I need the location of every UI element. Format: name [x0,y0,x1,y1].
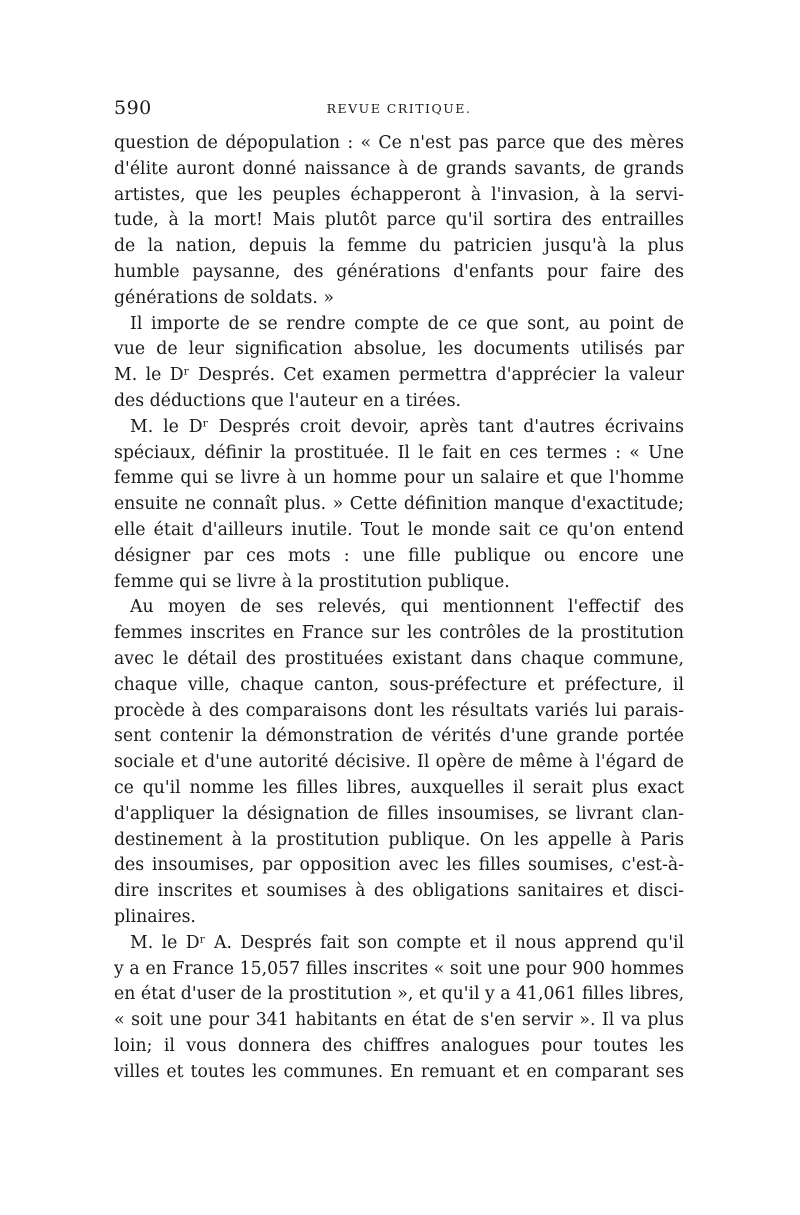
text-line: ensuite ne connaît plus. » Cette définition manque d'exactitude; [114,494,684,515]
text-line: générations de soldats. » [114,287,334,308]
text-line: elle était d'ailleurs inutile. Tout le monde sait ce qu'on entend [114,519,684,540]
text-line: sent contenir la démonstration de vérités d'une grande portée [114,726,684,747]
text-line: Au moyen de ses relevés, qui mentionnent l'effectif des [130,597,684,618]
text-line: M. le Dʳ Després. Cet examen permettra d'apprécier la valeur [114,365,684,386]
text-line: artistes, que les peuples échapperont à l'invasion, à la servi- [114,184,684,205]
text-line: femme qui se livre à la prostitution publique. [114,571,510,592]
text-line: désigner par ces mots : une fille publique ou encore une [114,545,684,566]
text-line: question de dépopulation : « Ce n'est pas parce que des mères [114,133,684,153]
text-line: destinement à la prostitution publique. On les appelle à Paris [114,829,684,850]
text-line: villes et toutes les communes. En remuant et en comparant ses [114,1061,684,1082]
text-line: d'élite auront donné naissance à de grands savants, de grands [114,158,684,179]
text-line: humble paysanne, des générations d'enfants pour faire des [114,261,684,282]
text-line: loin; il vous donnera des chiffres analogues pour toutes les [114,1035,684,1056]
page-number: 590 [114,97,152,119]
text-line: chaque ville, chaque canton, sous-préfecture et préfecture, il [114,674,684,695]
text-line: spéciaux, définir la prostituée. Il le fait en ces termes : « Une [114,442,684,463]
text-line: sociale et d'une autorité décisive. Il opère de même à l'égard de [114,752,684,773]
text-line: ce qu'il nomme les filles libres, auxquelles il serait plus exact [114,777,684,798]
text-line: avec le détail des prostituées existant dans chaque commune, [114,648,684,669]
text-line: procède à des comparaisons dont les résultats variés lui parais- [114,700,684,721]
text-body [114,131,684,1085]
running-head: REVUE CRITIQUE. [326,101,472,116]
text-line: des insoumises, par opposition avec les filles soumises, c'est-à- [114,855,684,876]
text-line: femme qui se livre à un homme pour un salaire et que l'homme [114,468,684,489]
text-line: des déductions que l'auteur en a tirées. [114,390,462,411]
text-line: « soit une pour 341 habitants en état de s'en servir ». Il va plus [114,1010,684,1031]
text-line: de la nation, depuis la femme du patricien jusqu'à la plus [114,236,684,257]
text-line: en état d'user de la prostitution », et qu'il y a 41,061 filles libres, [114,984,685,1005]
text-line: M. le Dʳ Després croit devoir, après tant d'autres écrivains [130,416,684,437]
text-line: Il importe de se rendre compte de ce que sont, au point de [130,313,684,334]
text-line: y a en France 15,057 filles inscrites « soit une pour 900 hommes [114,958,684,979]
text-line: d'appliquer la désignation de filles insoumises, se livrant clan- [114,803,684,824]
text-line: vue de leur signification absolue, les documents utilisés par [114,339,684,360]
text-line: M. le Dʳ A. Després fait son compte et il nous apprend qu'il [130,932,684,953]
text-line: femmes inscrites en France sur les contrôles de la prostitution [114,623,684,644]
text-line: plinaires. [114,906,196,927]
text-line: dire inscrites et soumises à des obligations sanitaires et disci- [114,881,684,902]
text-line: tude, à la mort! Mais plutôt parce qu'il sortira des entrailles [114,210,684,231]
page-header [114,97,684,121]
